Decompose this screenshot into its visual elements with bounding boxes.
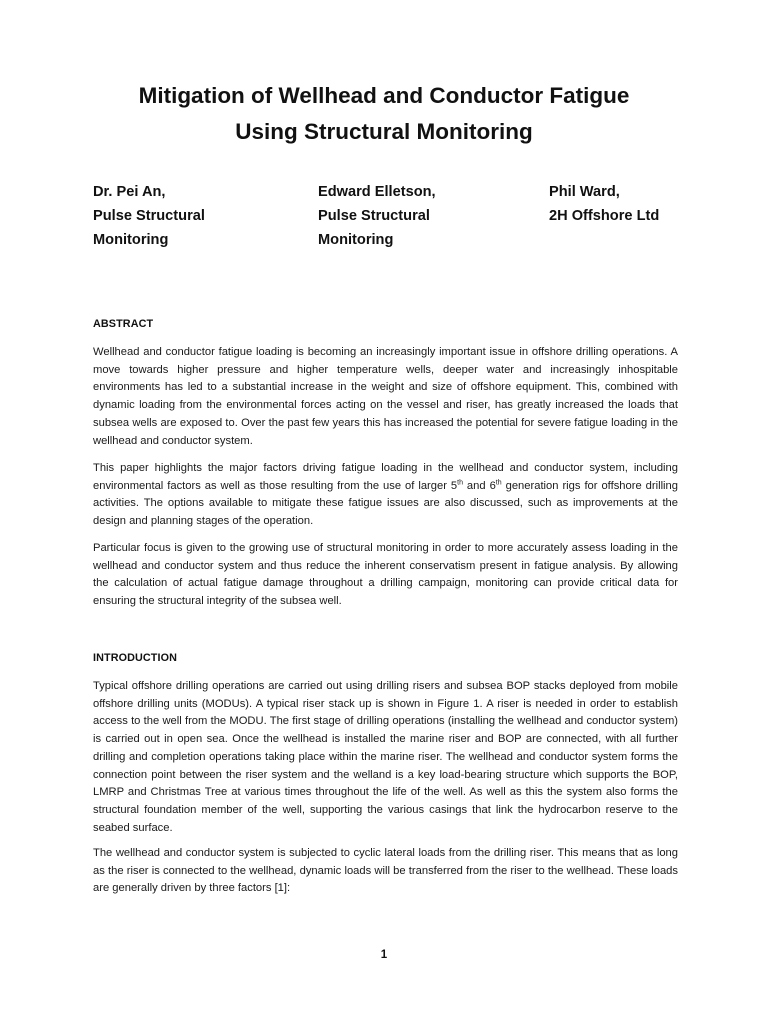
introduction-heading: INTRODUCTION xyxy=(93,652,177,664)
author-1-name: Dr. Pei An, xyxy=(93,184,166,200)
abstract-paragraph-3: Particular focus is given to the growing use of structural monitoring in order to more accurately assess loading in the wellhead and conductor system and thus reduce the inherent conservatism present in fatigue analysis. By allowing the calculation of actual fatigue damage throughout a drilling campaign, monitoring can provide critical data for ensuring the structural integrity of the subsea well. xyxy=(93,542,678,608)
introduction-paragraph-1: Typical offshore drilling operations are carried out using drilling risers and subsea BOP stacks deployed from mobile offshore drilling units (MODUs). A typical riser stack up is shown in Figure 1. A riser is needed in order to establish access to the well from the MODU. The first stage of drilling operations (installing the wellhead and conductor system) is carried out in open sea. Once the wellhead is installed the marine riser and BOP are connected, with all further drilling and completion operations taking place within the marine riser. The wellhead and conductor system forms the connection point between the riser system and the welland is a key load-bearing structure which supports the BOP, LMRP and Christmas Tree at various times throughout the life of the well. As well as this the system also forms the structural foundation member of the well, supporting the various casings that link the hydrocarbon reserve to the seabed surface. xyxy=(93,680,678,834)
abstract-paragraph-2 xyxy=(93,460,678,531)
author-1-affiliation-line-2: Monitoring xyxy=(93,232,169,248)
author-2-name: Edward Elletson, xyxy=(318,184,436,200)
author-2-affiliation-line-1: Pulse Structural xyxy=(318,208,430,224)
page-number: 1 xyxy=(380,949,388,961)
introduction-paragraph-2: The wellhead and conductor system is subjected to cyclic lateral loads from the drilling riser. This means that as long as the riser is connected to the wellhead, dynamic loads will be transferred from the riser to the wellhead. These loads are generally driven by three factors [1]: xyxy=(93,847,678,895)
abstract-heading: ABSTRACT xyxy=(93,318,154,330)
author-1 xyxy=(93,180,205,252)
author-2 xyxy=(318,180,436,252)
author-2-affiliation-line-2: Monitoring xyxy=(318,232,394,248)
ordinal-suffix-6th: th xyxy=(495,478,502,486)
author-3 xyxy=(549,180,659,228)
abstract-paragraph-2-text-b: and 6 xyxy=(462,479,496,492)
author-3-name: Phil Ward, xyxy=(549,184,620,200)
paper-title-line-2: Using Structural Monitoring xyxy=(235,119,533,144)
abstract-paragraph-1: Wellhead and conductor fatigue loading is becoming an increasingly important issue in offshore drilling operations. A move towards higher pressure and higher temperature wells, deeper water and increasingly inhospitable environments has led to a substantial increase in the weight and size of offshore equipment. This, combined with dynamic loading from the environmental forces acting on the vessel and riser, has greatly increased the loads that subsea wells are exposed to. Over the past few years this has increased the potential for severe fatigue loading in the wellhead and conductor system. xyxy=(93,346,678,447)
author-1-affiliation-line-1: Pulse Structural xyxy=(93,208,205,224)
author-block xyxy=(93,180,683,260)
paper-title-line-1: Mitigation of Wellhead and Conductor Fatigue xyxy=(138,83,630,108)
abstract-paragraph-2-text-a: This paper highlights the major factors driving fatigue loading in the wellhead and conductor system, including environmental factors as well as those resulting from the use of larger 5 xyxy=(93,462,678,492)
ordinal-suffix-5th: th xyxy=(457,478,463,486)
abstract-paragraph-2-text-c: generation rigs for offshore drilling activities. The options available to mitigate these fatigue issues are also discussed, such as improvements at the design and planning stages of the operation. xyxy=(93,479,678,528)
author-3-affiliation: 2H Offshore Ltd xyxy=(549,208,660,224)
